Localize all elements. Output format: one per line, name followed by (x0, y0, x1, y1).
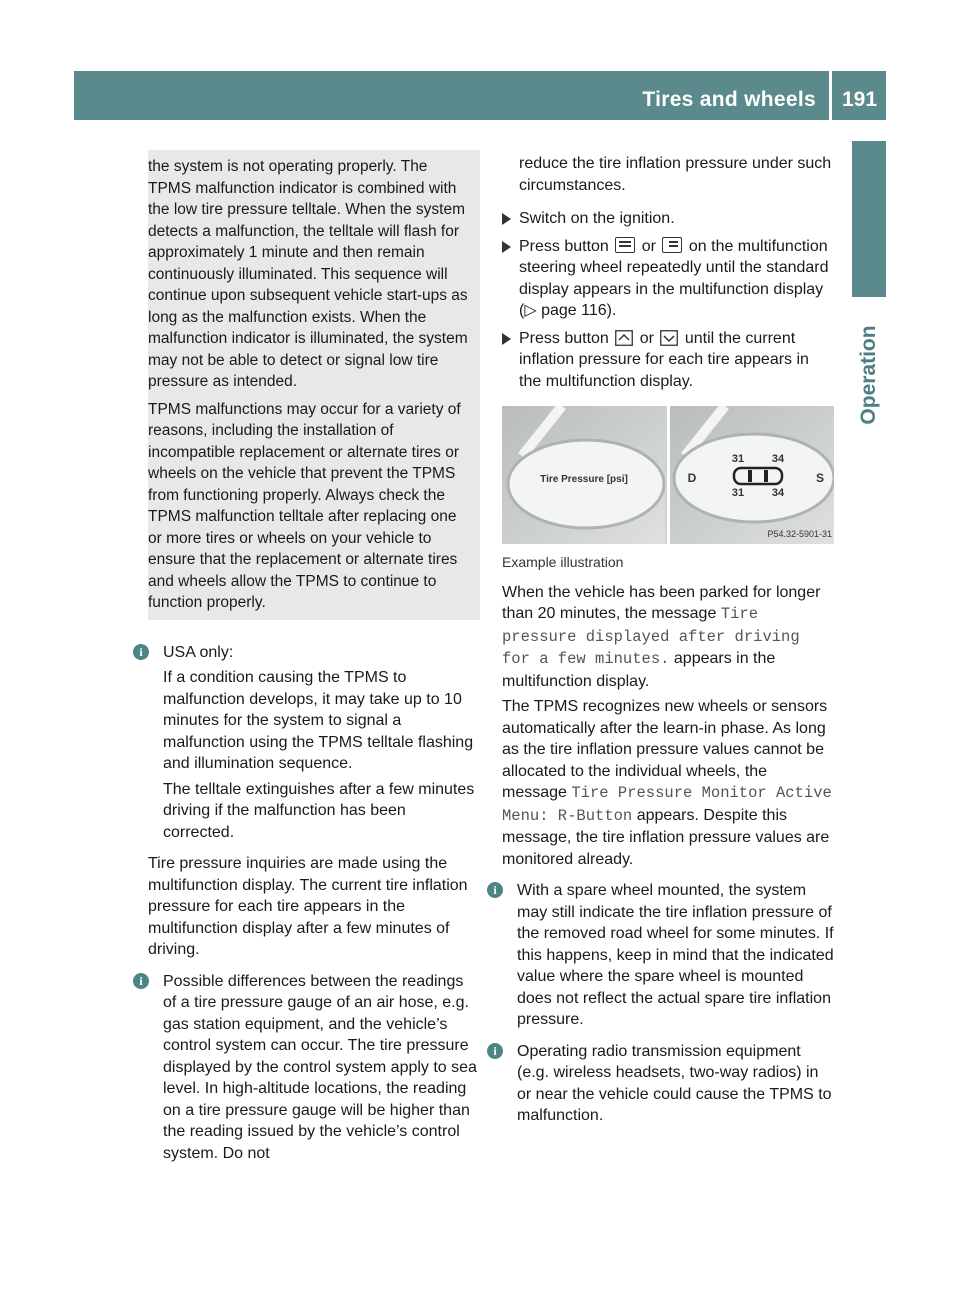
body-paragraph: The TPMS recognizes new wheels or sensors automatically after the learn-in phase. As long as the tire inflation pressure values cannot be allocated to the individual wheels, the message Tire Pressure Monitor Active Menu: R-Button appears. Despite this message, the tire inflation pressure values are monitored already. (502, 698, 832, 868)
body-paragraph: Tire pressure inquiries are made using the multifunction display. The current tire inflation pressure for each tire appears in the multifunction display after a few minutes of driving. (148, 855, 468, 958)
tire-front-right: 34 (771, 453, 784, 465)
info-icon: i (133, 973, 149, 989)
figure-caption: Example illustration (502, 554, 624, 570)
note-paragraph: Possible differences between the readings of a tire pressure gauge of an air hose, e.g. gas station equipment, and the vehicle’s control system can occur. The tire pressure displayed by the control system apply to sea level. In high-altitude locations, the reading on a tire pressure gauge will be higher than the reading issued by the vehicle’s control system. Do not (163, 972, 477, 1162)
gear-label: D (687, 471, 696, 485)
display-message: Tire pressure displayed after driving for a few minutes. (502, 605, 800, 668)
mode-label: S (815, 471, 824, 485)
left-column (139, 150, 480, 1174)
note-paragraph: Operating radio transmission equipment (e.g. wireless headsets, two-way radios) in or near the vehicle could cause the TPMS to malfunction. (517, 1042, 832, 1124)
page-ref-icon: ▷ (524, 302, 542, 319)
warning-paragraph-2: TPMS malfunctions may occur for a variety of reasons, including the installation of incompatible replacement or alternate tires or wheels on the vehicle that prevent the TPMS from functioning properly. Always check the TPMS malfunction telltale after replacing one or more tires or wheels on your vehicle to ensure that the replacement or alternate tires and wheels allow the TPMS to continue to function properly. (148, 400, 461, 611)
tire-rear-right: 34 (771, 487, 784, 499)
note-paragraph: With a spare wheel mounted, the system may still indicate the tire inflation pressure of the removed road wheel for some minutes. If this happens, keep in mind that the indicated value where the spare wheel is mounted does not reflect the actual spare tire inflation pressure. (517, 882, 834, 1028)
note-radio-equipment (493, 1041, 834, 1127)
side-tab-label: Operation (857, 325, 880, 425)
display-panel-left (502, 406, 667, 544)
display-panel-right (670, 406, 835, 544)
display-page-back-icon (615, 237, 635, 253)
body-paragraph: When the vehicle has been parked for longer than 20 minutes, the message Tire pressure displayed after driving for a few minutes. appears in the multifunction display. (502, 583, 821, 690)
note-paragraph: If a condition causing the TPMS to malfunction develops, it may take up to 10 minutes for the system to signal a malfunction using the TPMS telltale flashing and illumination sequence. (163, 669, 474, 772)
display-message: Tire Pressure Monitor Active Menu: R-Button (502, 784, 832, 825)
note-title: USA only: (163, 643, 234, 661)
info-icon: i (133, 644, 149, 660)
note-paragraph: The telltale extinguishes after a few minutes driving if the malfunction has been corrected. (163, 780, 475, 841)
note-gauge-differences (139, 971, 480, 1165)
page-number: 191 (842, 88, 878, 111)
step-arrow-icon (502, 241, 511, 253)
side-tab (852, 141, 886, 297)
tire-front-left: 31 (731, 453, 744, 465)
section-title: Tires and wheels (642, 88, 816, 111)
step-arrow-icon (502, 333, 511, 345)
side-tab-label-box (852, 305, 886, 445)
tire-rear-left: 31 (731, 487, 744, 499)
info-icon: i (487, 1043, 503, 1059)
display-page-forward-icon (662, 237, 682, 253)
warning-paragraph-1: the system is not operating properly. The TPMS malfunction indicator is combined with the low tire pressure telltale. When the system detects a malfunction, the telltale will flash for approximately 1 minute and then remain continuously illuminated. This sequence will continue upon subsequent vehicle start-ups as long as the malfunction exists. When the malfunction indicator is illuminated, the system may not be able to detect or signal low tire pressure as intended. (148, 158, 468, 390)
step-item: Press button or until the current inflation pressure for each tire appears in the multifunction display. (502, 328, 834, 393)
header-separator (829, 71, 832, 120)
step-arrow-icon (502, 213, 511, 225)
continued-paragraph: reduce the tire inflation pressure under such circumstances. (519, 155, 832, 194)
example-illustration (502, 406, 834, 544)
note-spare-wheel (493, 880, 834, 1031)
note-usa-only (139, 642, 480, 844)
info-icon: i (487, 882, 503, 898)
step-item: Press button or on the multifunction steering wheel repeatedly until the standard display appears in the multifunction display (▷ page 116). (502, 236, 834, 322)
right-column (493, 153, 834, 1137)
display-text: Tire Pressure [psi] (540, 474, 628, 485)
illustration-code: P54.32-5901-31 (766, 529, 832, 539)
warning-box (148, 150, 480, 620)
down-button-icon (660, 330, 678, 346)
up-button-icon (615, 330, 633, 346)
step-item: Switch on the ignition. (502, 208, 834, 230)
